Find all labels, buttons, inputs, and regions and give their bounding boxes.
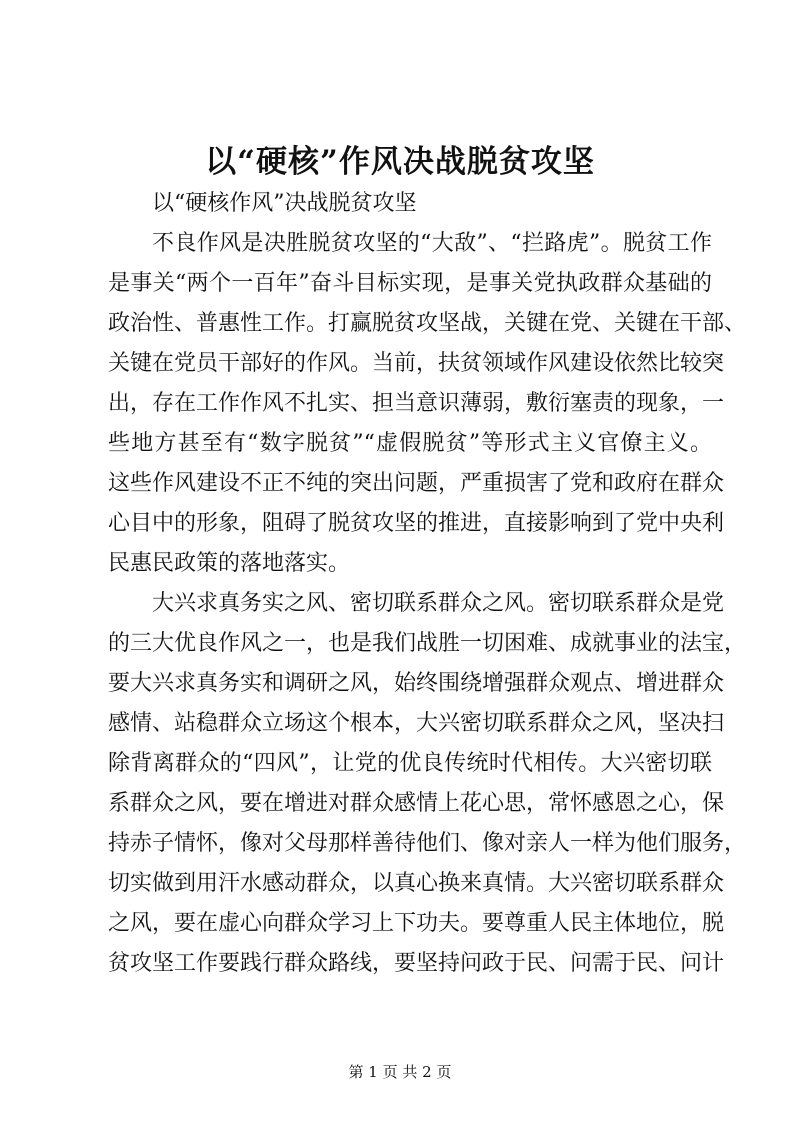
paragraph-line: 切实做到用汗水感动群众，以真心换来真情。大兴密切联系群众 — [108, 871, 725, 896]
paragraph-line: 出，存在工作作风不扎实、担当意识薄弱，敷衍塞责的现象，一 — [108, 391, 725, 416]
paragraph-line: 之风，要在虚心向群众学习上下功夫。要尊重人民主体地位，脱 — [108, 911, 725, 936]
paragraph-line: 的三大优良作风之一，也是我们战胜一切困难、成就事业的法宝， — [108, 631, 747, 656]
paragraph-line: 是事关“两个一百年”奋斗目标实现，是事关党执政群众基础的 — [108, 271, 712, 296]
paragraph-line: 持赤子情怀，像对父母那样善待他们、像对亲人一样为他们服务， — [108, 831, 747, 856]
paragraph-line: 除背离群众的“四风”，让党的优良传统时代相传。大兴密切联 — [108, 751, 712, 776]
document-body — [108, 184, 747, 984]
paragraph-line: 不良作风是决胜脱贫攻坚的“大敌”、“拦路虎”。脱贫工作 — [152, 231, 712, 256]
paragraph-line: 要大兴求真务实和调研之风，始终围绕增强群众观点、增进群众 — [108, 671, 725, 696]
paragraph-line: 大兴求真务实之风、密切联系群众之风。密切联系群众是党 — [152, 591, 725, 616]
paragraph-line: 系群众之风，要在增进对群众感情上花心思，常怀感恩之心，保 — [108, 791, 725, 816]
paragraph-line: 这些作风建设不正不纯的突出问题，严重损害了党和政府在群众 — [108, 471, 725, 496]
paragraph-line: 感情、站稳群众立场这个根本，大兴密切联系群众之风，坚决扫 — [108, 711, 725, 736]
page-footer: 第 1 页 共 2 页 — [348, 1063, 452, 1081]
document-title: 以“硬核”作风决战脱贫攻坚 — [205, 144, 595, 180]
paragraph-line: 贫攻坚工作要践行群众路线，要坚持问政于民、问需于民、问计 — [108, 951, 725, 976]
paragraph-line: 关键在党员干部好的作风。当前，扶贫领域作风建设依然比较突 — [108, 351, 725, 376]
paragraph-line: 些地方甚至有“数字脱贫”“虚假脱贫”等形式主义官僚主义。 — [108, 431, 712, 456]
paragraph-line: 政治性、普惠性工作。打赢脱贫攻坚战，关键在党、关键在干部、 — [108, 311, 747, 336]
subtitle-line: 以“硬核作风”决战脱贫攻坚 — [152, 191, 417, 216]
paragraph-line: 心目中的形象，阻碍了脱贫攻坚的推进，直接影响到了党中央利 — [108, 511, 725, 536]
paragraph-line: 民惠民政策的落地落实。 — [108, 551, 351, 576]
